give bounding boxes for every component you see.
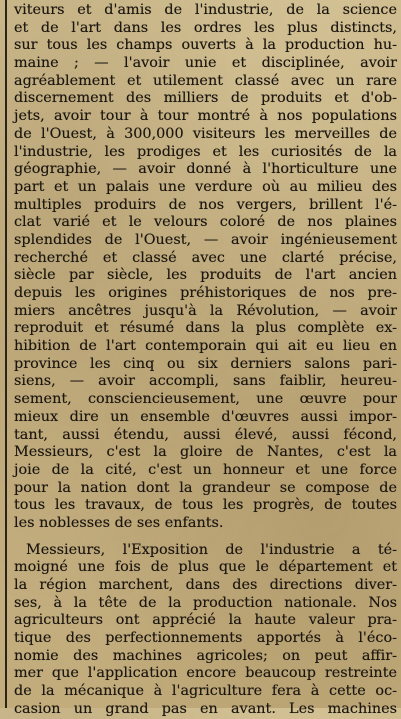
text-line: moigné une fois de plus que le département et — [14, 559, 397, 576]
text-line: géographie, — avoir donné à l'horticulture une — [14, 161, 397, 178]
text-line: siens, — avoir accompli, sans faiblir, heureu- — [14, 373, 397, 390]
text-line: de l'Ouest, à 300,000 visiteurs les merveilles de — [14, 125, 397, 142]
text-line: depuis les origines préhistoriques de nos pre- — [14, 285, 397, 301]
text-line: Messieurs, c'est la gloire de Nantes, c'est la — [14, 444, 397, 461]
text-line: agréablement et utilement classé avec un rare — [14, 72, 397, 89]
text-line: recherché et classé avec une clarté précise, — [14, 249, 397, 266]
text-line: et de l'art dans les ordres les plus distincts, — [14, 19, 397, 36]
text-line: part et un palais une verdure où au milieu des — [14, 178, 397, 195]
text-line: mieux dire un ensemble d'œuvres aussi impor- — [14, 408, 397, 425]
text-line: nomie des machines agricoles; on peut affir- — [14, 647, 397, 664]
text-line: discernement des milliers de produits et d'ob- — [14, 90, 397, 107]
text-line: tant, aussi étendu, aussi élevé, aussi fécond, — [14, 426, 397, 443]
text-line: province les cinq ou six derniers salons pari- — [14, 355, 397, 372]
text-line: tique des perfectionnements apportés à l'éco- — [14, 630, 397, 647]
text-line: joie de la cité, c'est un honneur et une force — [14, 461, 397, 478]
text-line: sement, consciencieusement, une œuvre pour — [14, 391, 397, 408]
text-line: maine ; — l'avoir unie et disciplinée, avoir — [14, 55, 397, 72]
text-line: ses, à la tête de la production nationale. Nos — [14, 594, 397, 611]
text-line: la région marchent, dans des directions diver- — [14, 577, 397, 593]
text-line: agriculteurs ont apprécié la haute valeur pra- — [14, 612, 397, 629]
paragraph-2 — [14, 542, 397, 719]
column-rule — [5, 0, 7, 708]
text-line: splendides de l'Ouest, — avoir ingénieusement — [14, 231, 397, 248]
text-line: de la mécanique à l'agriculture fera à cette oc- — [14, 683, 397, 700]
text-line: jets, avoir tour à tour montré à nos populations — [14, 108, 397, 125]
text-line: siècle par siècle, les produits de l'art ancien — [14, 267, 397, 284]
text-line: hibition de l'art contemporain qui ait eu lieu en — [14, 338, 397, 355]
text-line: multiples produirs de nos vergers, brillent l'é- — [14, 196, 397, 213]
text-line: Messieurs, l'Exposition de l'industrie a té- — [26, 541, 397, 558]
text-line: les noblesses de ses enfants. — [14, 514, 224, 531]
text-line: casion un grand pas en avant. Les machines — [14, 700, 397, 717]
text-line: clat varié et le velours coloré de nos plaines — [14, 214, 397, 231]
text-line: tous les travaux, de tous les progrès, de toutes — [14, 497, 397, 514]
text-line: l'industrie, les prodiges et les curiosités de la — [14, 143, 397, 160]
text-line: viteurs et d'amis de l'industrie, de la science — [14, 2, 397, 18]
text-line: reproduit et résumé dans la plus complète ex- — [14, 320, 397, 337]
article-column — [14, 2, 397, 717]
text-line: pour la nation dont la grandeur se compose de — [14, 479, 397, 496]
text-line: miers ancêtres jusqu'à la Révolution, — avoir — [14, 302, 397, 319]
paragraph-1 — [14, 2, 397, 533]
text-line: sur tous les champs ouverts à la production hu- — [14, 37, 397, 54]
paragraph-gap — [14, 533, 397, 542]
text-line: mer que l'application encore beaucoup restreinte — [14, 665, 397, 682]
